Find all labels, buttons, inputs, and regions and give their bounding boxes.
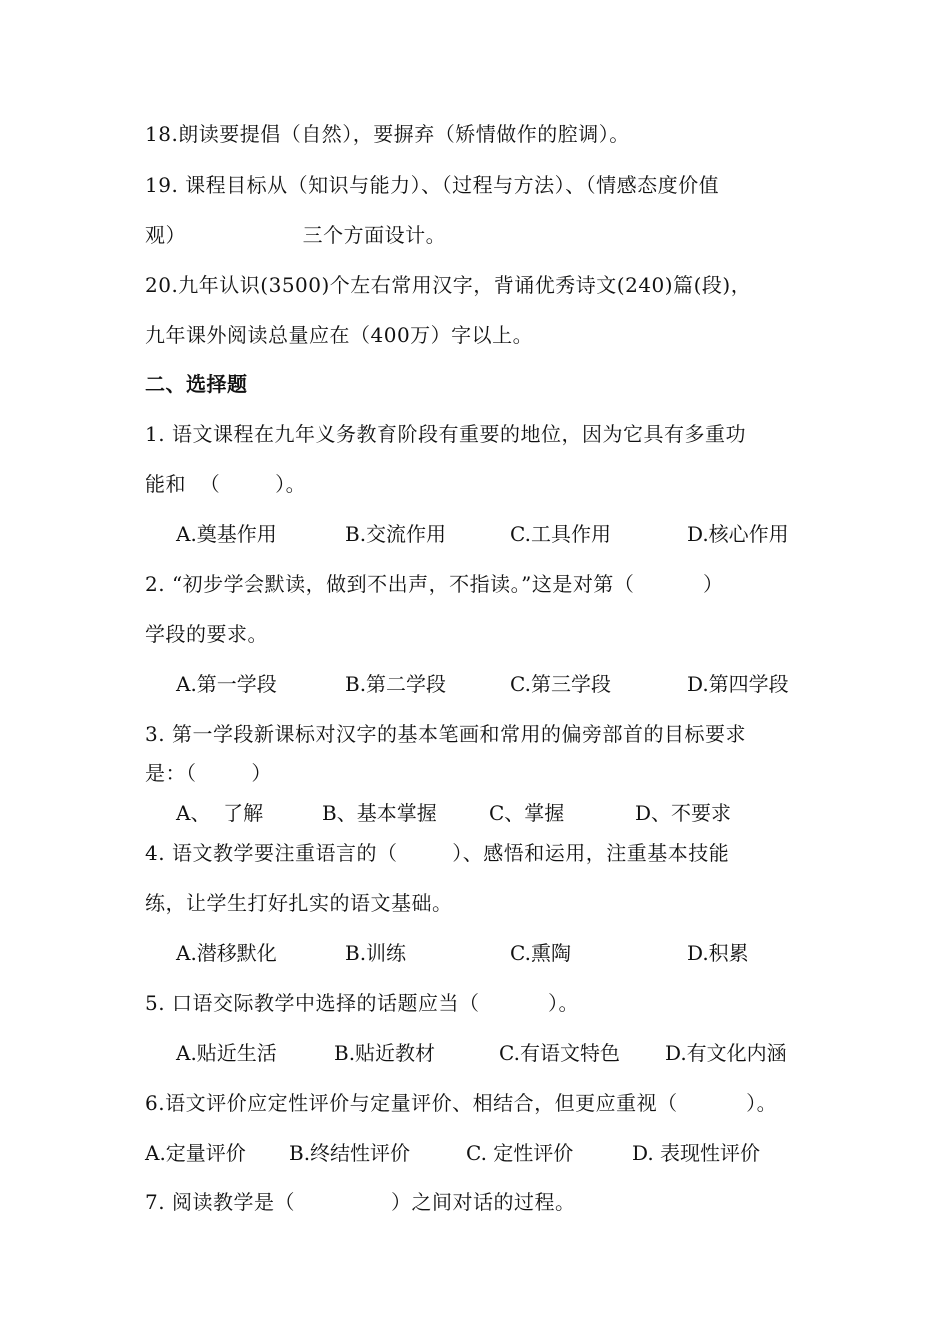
option-a: A、 了解: [176, 801, 264, 825]
option-d: D.积累: [687, 941, 749, 965]
question-18-text: 18.朗读要提倡（自然），要摒弃（矫情做作的腔调）。: [145, 122, 630, 146]
choice-3-text-line1: 3. 第一学段新课标对汉字的基本笔画和常用的偏旁部首的目标要求: [145, 722, 746, 746]
choice-4-text-line1: 4. 语文教学要注重语言的（ ）、感悟和运用，注重基本技能: [145, 841, 730, 865]
option-a: A.第一学段: [176, 672, 277, 696]
choice-3-options: [0, 799, 950, 827]
choice-2-text-line1: 2. “初步学会默读，做到不出声，不指读。”这是对第（ ）: [145, 572, 724, 596]
option-c: C.有语文特色: [499, 1041, 620, 1065]
question-20-text-line2: 九年课外阅读总量应在（400万）字以上。: [145, 323, 534, 347]
option-a: A.潜移默化: [176, 941, 277, 965]
option-b: B.终结性评价: [289, 1141, 411, 1165]
option-b: B.贴近教材: [334, 1041, 436, 1065]
choice-2-options: [0, 670, 950, 698]
choice-3-text-line2: 是：（ ）: [145, 761, 272, 785]
choice-5-options: [0, 1039, 950, 1067]
question-19-text-line1: 19. 课程目标从（知识与能力）、（过程与方法）、（情感态度价值: [145, 173, 720, 197]
option-c: C.工具作用: [510, 522, 611, 546]
option-a: A.奠基作用: [176, 522, 277, 546]
choice-1-options: [0, 520, 950, 548]
option-d: D.核心作用: [687, 522, 789, 546]
choice-6-options: [0, 1139, 950, 1167]
choice-4-options: [0, 939, 950, 967]
option-b: B.训练: [345, 941, 407, 965]
option-b: B.交流作用: [345, 522, 447, 546]
option-d: D.有文化内涵: [665, 1041, 787, 1065]
section-heading-multiple-choice: 二、选择题: [145, 372, 248, 396]
option-d: D、不要求: [635, 801, 732, 825]
option-c: C.熏陶: [510, 941, 571, 965]
choice-2-text-line2: 学段的要求。: [145, 622, 268, 646]
option-c: C. 定性评价: [466, 1141, 574, 1165]
option-a: A.贴近生活: [176, 1041, 277, 1065]
option-c: C、掌握: [489, 801, 565, 825]
option-a: A.定量评价: [145, 1141, 246, 1165]
choice-1-text-line1: 1. 语文课程在九年义务教育阶段有重要的地位，因为它具有多重功: [145, 422, 746, 446]
option-d: D. 表现性评价: [632, 1141, 761, 1165]
choice-6-text: 6.语文评价应定性评价与定量评价、相结合，但更应重视（ ）。: [145, 1091, 778, 1115]
option-b: B、基本掌握: [322, 801, 437, 825]
option-b: B.第二学段: [345, 672, 447, 696]
choice-5-text: 5. 口语交际教学中选择的话题应当（ ）。: [145, 991, 580, 1015]
option-d: D.第四学段: [687, 672, 789, 696]
choice-4-text-line2: 练，让学生打好扎实的语文基础。: [145, 891, 453, 915]
question-19-text-line2: 观） 三个方面设计。: [145, 223, 447, 247]
choice-7-text: 7. 阅读教学是（ ）之间对话的过程。: [145, 1190, 576, 1214]
choice-1-text-line2: 能和 （ ）。: [145, 472, 307, 496]
option-c: C.第三学段: [510, 672, 611, 696]
question-20-text-line1: 20.九年认识(3500)个左右常用汉字，背诵优秀诗文(240)篇(段)，: [145, 273, 752, 297]
